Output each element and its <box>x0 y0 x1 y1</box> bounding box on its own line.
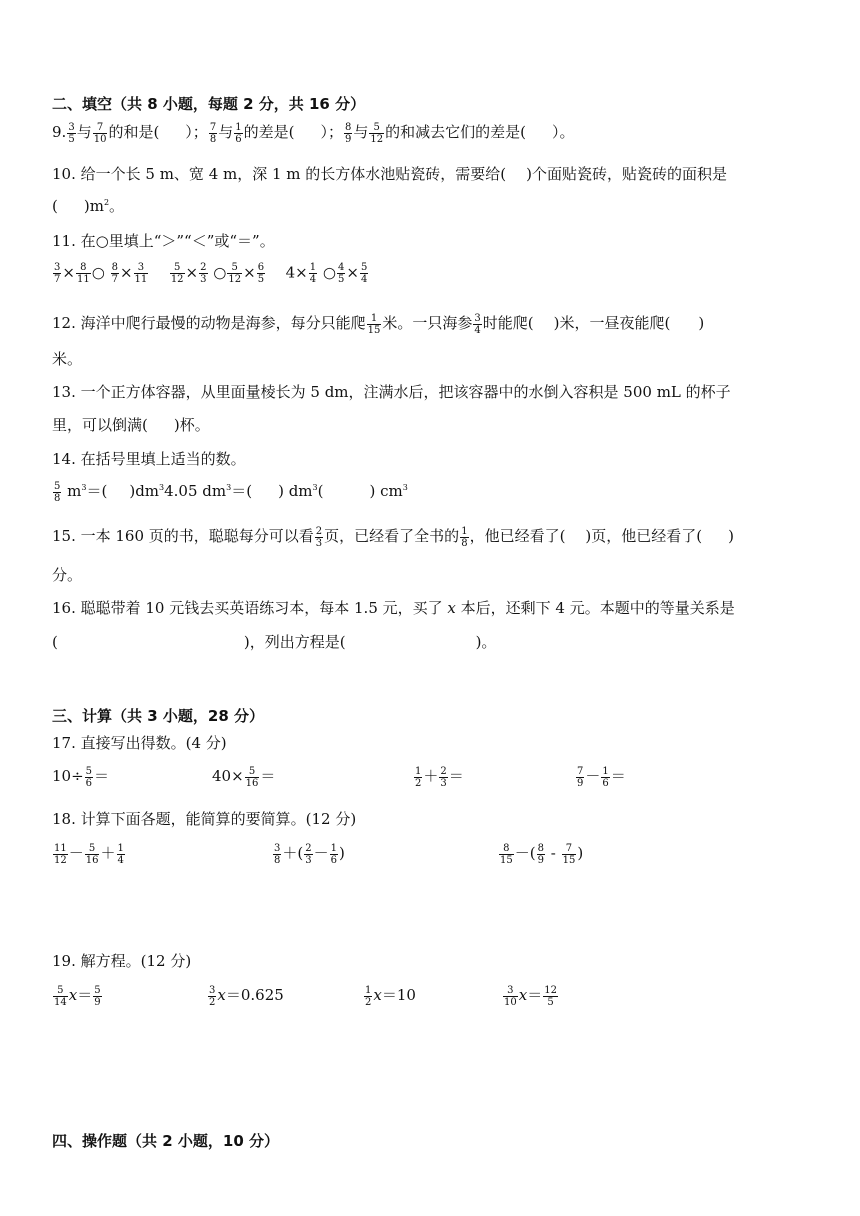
equation-19-4: $\frac{3}{10}$ x＝ $\frac{12}{5}$ <box>504 984 557 1008</box>
fraction: $\frac{1}{8}$ <box>461 525 468 549</box>
fraction: $\frac{5}{14}$ <box>54 984 67 1008</box>
fraction: $\frac{5}{4}$ <box>360 262 368 285</box>
fraction: $\frac{3}{11}$ <box>134 262 148 285</box>
equation-19-2: $\frac{3}{2}$ x＝0.625 <box>209 984 284 1008</box>
question-17: 17. 直接写出得数。(4 分) <box>52 734 227 752</box>
fraction: $\frac{5}{6}$ <box>85 765 93 789</box>
section-4-heading: 四、操作题（共 2 小题，10 分） <box>52 1132 279 1150</box>
compare-circle: ○ <box>213 263 227 282</box>
expr-18-3: $\frac{8}{15}$ －( $\frac{8}{9}$ - $\frac{7}{15}$ ) <box>500 842 584 866</box>
fraction: $\frac{8}{11}$ <box>76 262 90 285</box>
fraction: $\frac{8}{15}$ <box>500 842 513 866</box>
fraction: $\frac{2}{3}$ <box>200 262 207 285</box>
fraction: $\frac{3}{7}$ <box>54 262 61 285</box>
fraction: $\frac{5}{16}$ <box>85 842 99 866</box>
fraction: $\frac{1}{6}$ <box>235 121 242 145</box>
fraction: $\frac{1}{2}$ <box>415 765 422 789</box>
fraction: $\frac{5}{12}$ <box>228 262 242 285</box>
question-9: 9. $\frac{3}{5}$ 与 $\frac{7}{10}$ 的和是( ）； $\frac{7}{8}$ 与 $\frac{1}{6}$ 的差是( ）； $\frac{8}{9}$ 与 $\frac{5}{12}$ 的和减去它们的差是( ）。 <box>52 121 575 145</box>
expr-18-2: $\frac{3}{8}$ ＋( $\frac{2}{3}$ － $\frac{1}{6}$ ) <box>274 842 345 866</box>
question-14: 14. 在括号里填上适当的数。 <box>52 450 246 468</box>
question-15-line-1: 15. 一本 160 页的书，聪聪每分可以看 $\frac{2}{3}$ 页，已经看了全书的 $\frac{1}{8}$ ，他已经看了( )页，他已经看了( ) <box>52 525 734 549</box>
fraction: $\frac{5}{12}$ <box>170 262 184 285</box>
section-2-heading: 二、填空（共 8 小题，每题 2 分，共 16 分） <box>52 95 366 113</box>
expr-17-4: $\frac{7}{9}$ － $\frac{1}{6}$ ＝ <box>577 765 626 789</box>
fraction: $\frac{8}{7}$ <box>111 262 118 285</box>
expr-17-3: $\frac{1}{2}$ ＋ $\frac{2}{3}$ ＝ <box>415 765 464 789</box>
fraction: $\frac{3}{10}$ <box>504 984 517 1008</box>
question-12-line-2: 米。 <box>52 350 83 368</box>
expr-17-1: 10÷ $\frac{5}{6}$ ＝ <box>52 765 110 789</box>
equation-19-3: $\frac{1}{2}$ x＝10 <box>365 984 416 1008</box>
question-12-line-1: 12. 海洋中爬行最慢的动物是海参，每分只能爬 $\frac{1}{15}$ 米。一只海参 $\frac{3}{4}$ 时能爬( )米，一昼夜能爬( ) <box>52 312 705 336</box>
fraction: $\frac{5}{8}$ <box>54 480 61 504</box>
fraction: $\frac{7}{15}$ <box>562 842 576 866</box>
section-3-heading: 三、计算（共 3 小题，28 分） <box>52 707 264 725</box>
fraction: $\frac{2}{3}$ <box>315 525 323 549</box>
fraction: $\frac{2}{3}$ <box>440 765 447 789</box>
fraction: $\frac{12}{5}$ <box>544 984 557 1008</box>
fraction: $\frac{1}{15}$ <box>367 312 381 336</box>
fraction: $\frac{8}{9}$ <box>537 842 544 866</box>
equation-19-1: $\frac{5}{14}$ x＝ $\frac{5}{9}$ <box>54 984 101 1008</box>
fraction: $\frac{1}{6}$ <box>330 842 337 866</box>
fraction: $\frac{3}{5}$ <box>68 121 75 145</box>
fraction: $\frac{5}{16}$ <box>245 765 259 789</box>
fraction: $\frac{7}{8}$ <box>209 121 217 145</box>
fraction: $\frac{6}{5}$ <box>257 262 265 285</box>
question-15-line-2: 分。 <box>52 566 83 584</box>
expr-17-2: 40× $\frac{5}{16}$ ＝ <box>212 765 276 789</box>
question-19: 19. 解方程。(12 分) <box>52 952 192 970</box>
fraction: $\frac{1}{4}$ <box>309 262 317 285</box>
fraction: $\frac{3}{2}$ <box>209 984 216 1008</box>
question-13-line-2: 里，可以倒满( )杯。 <box>52 416 210 434</box>
question-10-line-1: 10. 给一个长 5 m、宽 4 m，深 1 m 的长方体水池贴瓷砖，需要给( )个面贴瓷砖，贴瓷砖的面积是 <box>52 165 728 183</box>
fraction: $\frac{11}{12}$ <box>54 842 67 866</box>
fraction: $\frac{5}{9}$ <box>94 984 101 1008</box>
question-16-line-1: 16. 聪聪带着 10 元钱去买英语练习本，每本 1.5 元，买了 x 本后，还剩下 4 元。本题中的等量关系是 <box>52 599 735 617</box>
fraction: $\frac{7}{10}$ <box>93 121 107 145</box>
compare-circle: ○ <box>322 263 336 282</box>
fraction: $\frac{4}{5}$ <box>338 262 345 285</box>
compare-circle: ○ <box>91 263 105 282</box>
fraction: $\frac{1}{2}$ <box>365 984 372 1008</box>
fraction: $\frac{3}{8}$ <box>274 842 281 866</box>
fraction: $\frac{3}{4}$ <box>474 312 481 336</box>
fraction: $\frac{7}{9}$ <box>577 765 584 789</box>
fraction: $\frac{1}{6}$ <box>602 765 609 789</box>
fraction: $\frac{2}{3}$ <box>305 842 312 866</box>
fraction: $\frac{8}{9}$ <box>344 121 352 145</box>
fraction: $\frac{5}{12}$ <box>370 121 384 145</box>
expr-18-1: $\frac{11}{12}$ － $\frac{5}{16}$ ＋ $\frac{1}{4}$ <box>54 842 124 866</box>
question-11-items: $\frac{3}{7}$ × $\frac{8}{11}$ ○ $\frac{8}{7}$ × $\frac{3}{11}$ $\frac{5}{12}$ × $\frac{2}{3}$ ○ $\frac{5}{12}$ × $\frac{6}{5}$ 4× $\frac{1}{4}$ ○ $\frac{4}{5}$ × $\frac{5}{4}$ <box>54 262 368 285</box>
question-18: 18. 计算下面各题，能简算的要简算。(12 分) <box>52 810 357 828</box>
question-13-line-1: 13. 一个正方体容器，从里面量棱长为 5 dm，注满水后，把该容器中的水倒入容积是 500 mL 的杯子 <box>52 383 731 401</box>
question-16-line-2: ( )，列出方程是( )。 <box>52 633 497 651</box>
fraction: $\frac{1}{4}$ <box>117 842 124 866</box>
question-10-line-2: ( )$m^2$。 <box>52 197 125 215</box>
question-11: 11. 在○里填上“＞”“＜”或“＝”。 <box>52 232 275 250</box>
question-14-items: $\frac{5}{8}$ $m^3=$( )$dm^34.05$ $dm^3=$( ) $dm^3$( ) $cm^3$ <box>54 480 408 504</box>
